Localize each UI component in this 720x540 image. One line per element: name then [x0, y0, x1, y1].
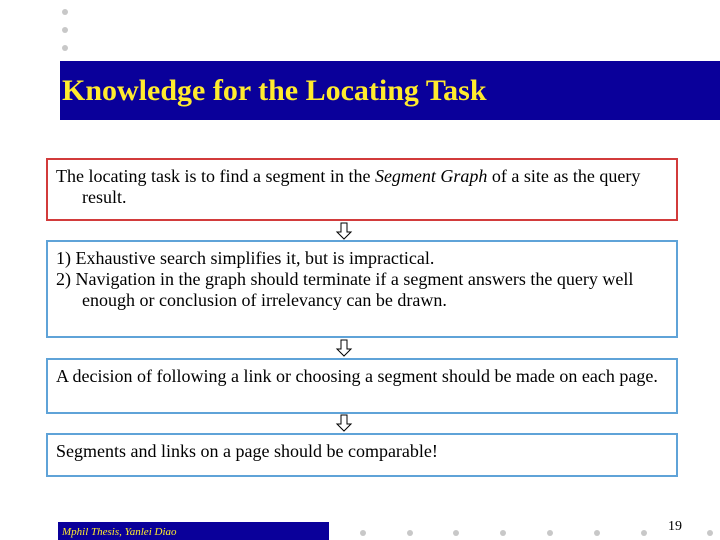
decorative-dot-icon	[641, 530, 647, 536]
decorative-dot-icon	[453, 530, 459, 536]
decorative-dot-icon	[360, 530, 366, 536]
observation-2: 2) Navigation in the graph should terminate if a segment answers the query well enough or conclusion of irrelevancy can be drawn.	[56, 269, 634, 310]
decorative-dot-icon	[500, 530, 506, 536]
slide-title: Knowledge for the Locating Task	[62, 74, 487, 107]
page-number: 19	[668, 519, 682, 534]
footer-author: Mphil Thesis, Yanlei Diao	[62, 526, 177, 538]
statement-box	[46, 158, 678, 221]
statement-text: The locating task is to find a segment in the Segment Graph of a site as the query result.	[56, 166, 641, 207]
observations-box	[46, 240, 678, 338]
decorative-dot-icon	[407, 530, 413, 536]
decorative-dot-icon	[707, 530, 713, 536]
conclusion-box	[46, 433, 678, 477]
down-arrow-icon	[335, 339, 353, 357]
decision-text: A decision of following a link or choosing a segment should be made on each page.	[56, 366, 658, 386]
observation-1: 1) Exhaustive search simplifies it, but is impractical.	[56, 248, 435, 268]
decorative-dot-icon	[62, 27, 68, 33]
segment-graph-term: Segment Graph	[374, 166, 488, 186]
decision-box	[46, 358, 678, 414]
down-arrow-icon	[335, 414, 353, 432]
decorative-dot-icon	[594, 530, 600, 536]
conclusion-text: Segments and links on a page should be comparable!	[56, 441, 438, 461]
decorative-dot-icon	[62, 9, 68, 15]
decorative-dot-icon	[547, 530, 553, 536]
decorative-dot-icon	[62, 45, 68, 51]
down-arrow-icon	[335, 222, 353, 240]
